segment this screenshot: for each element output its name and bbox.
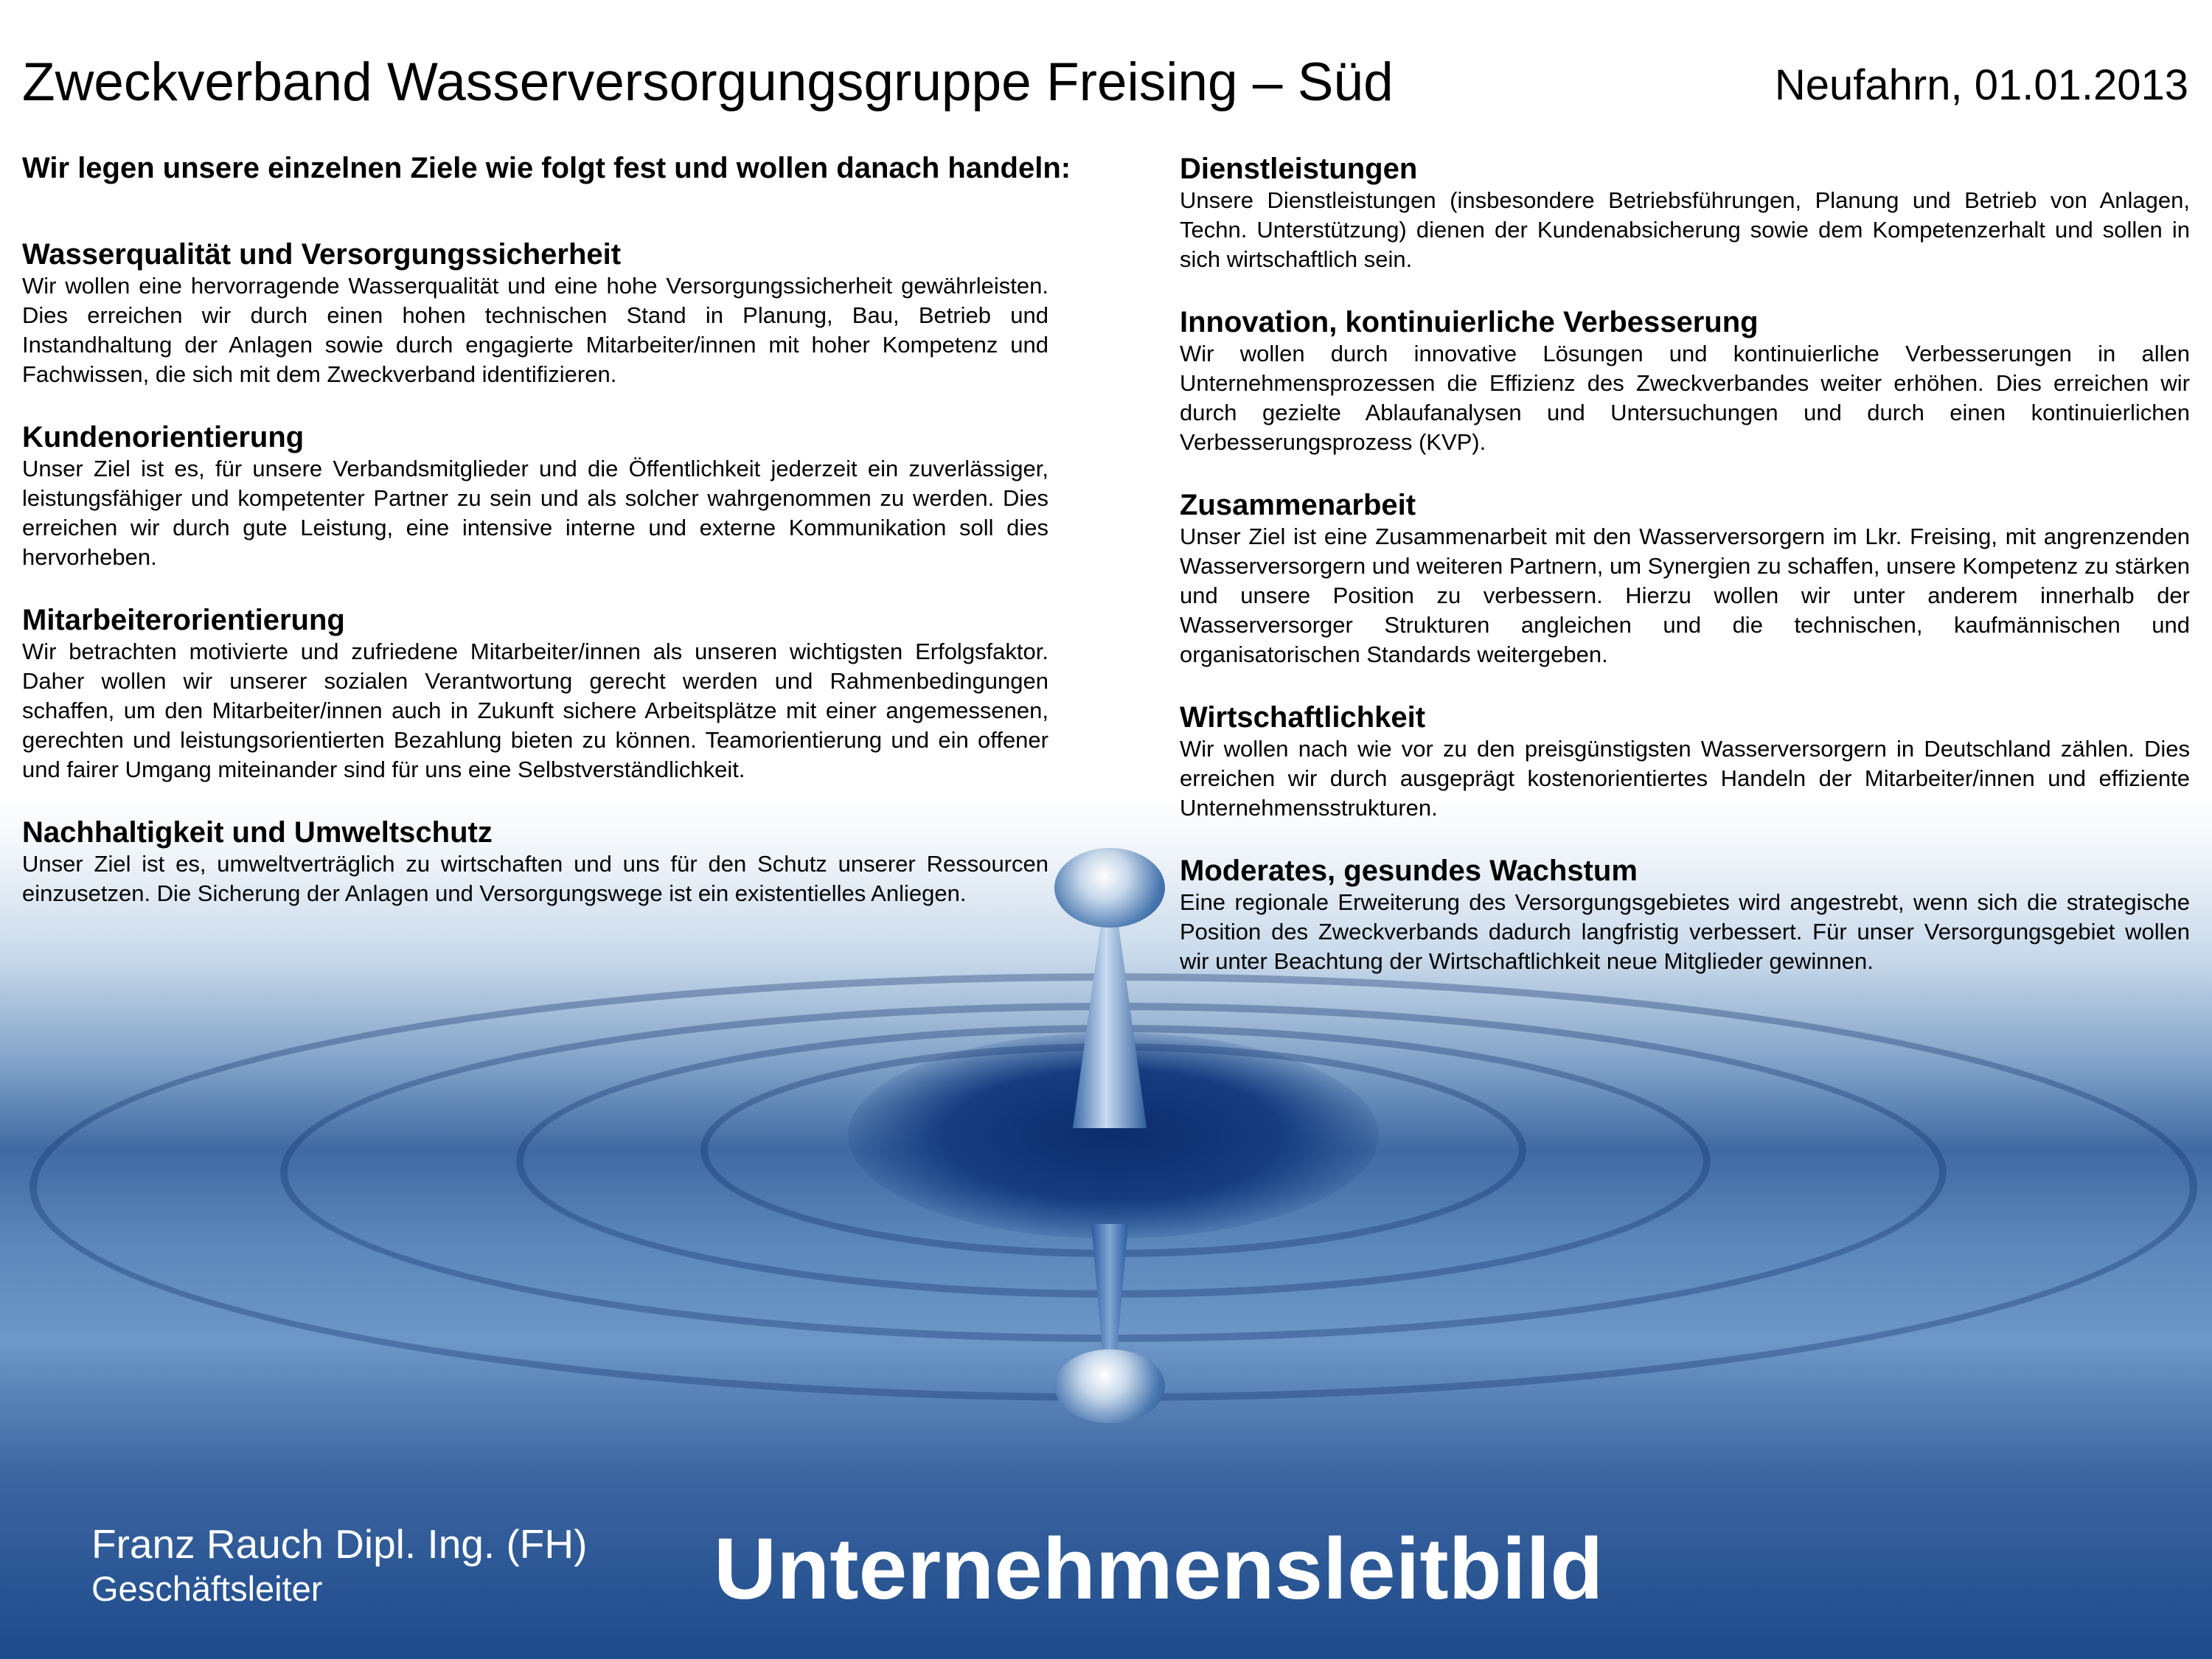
section-heading: Wirtschaftlichkeit bbox=[1180, 701, 1426, 734]
section-nachhaltigkeit bbox=[22, 815, 1048, 908]
section-text: Unsere Dienstleistungen (insbesondere Betriebsführungen, Planung und Betrieb von Anlagen, Techn. Unterstützung) dienen der Kundenabsicherung sowie dem Kompetenzerhalt und sollen in sich wirtschaftlich sein. bbox=[1180, 187, 2190, 272]
section-text: Eine regionale Erweiterung des Versorgungsgebietes wird angestrebt, wenn sich die strategische Position des Zweckverbands dadurch langfristig verbessert. Für unser Versorgungsgebiet wollen wir unter Beachtung der Wirtschaftlichkeit neue Mitglieder gewinnen. bbox=[1180, 889, 2190, 974]
section-kundenorientierung bbox=[22, 420, 1048, 572]
section-heading: Nachhaltigkeit und Umweltschutz bbox=[22, 816, 493, 849]
section-heading: Wasserqualität und Versorgungssicherheit bbox=[22, 238, 622, 271]
section-text: Wir wollen durch innovative Lösungen und kontinuierliche Verbesserungen in allen Unternehmensprozessen die Effizienz des Zweckverbandes weiter erhöhen. Dies erreichen wir durch gezielte Ablaufanalysen und Untersuchungen und durch einen kontinuierlichen Verbesserungsprozess (KVP). bbox=[1180, 341, 2190, 455]
right-column bbox=[1180, 152, 2190, 1007]
section-wachstum bbox=[1180, 854, 2190, 976]
section-heading: Moderates, gesundes Wachstum bbox=[1180, 855, 1638, 887]
section-mitarbeiterorientierung bbox=[22, 603, 1048, 785]
section-wasserqualitaet bbox=[22, 237, 1048, 389]
left-column bbox=[22, 237, 1048, 939]
section-heading: Kundenorientierung bbox=[22, 421, 305, 453]
section-text: Wir wollen eine hervorragende Wasserqualität und eine hohe Versorgungssicherheit gewährleisten. Dies erreichen wir durch einen hohen technischen Stand in Planung, Bau, Betrieb und Instandhaltung der Anlagen sowie durch engagierte Mitarbeiter/innen mit hoher Kompetenz und Fachwissen, die sich mit dem Zweckverband identifizieren. bbox=[22, 273, 1048, 387]
author-block bbox=[91, 1520, 587, 1610]
section-heading: Zusammenarbeit bbox=[1180, 489, 1416, 521]
section-heading: Dienstleistungen bbox=[1180, 153, 1418, 185]
section-innovation bbox=[1180, 305, 2190, 457]
author-role: Geschäftsleiter bbox=[91, 1569, 323, 1608]
section-heading: Innovation, kontinuierliche Verbesserung bbox=[1180, 306, 1759, 338]
section-dienstleistungen bbox=[1180, 152, 2190, 274]
section-text: Wir wollen nach wie vor zu den preisgünstigsten Wasserversorgern in Deutschland zählen. Dies erreichen wir durch ausgeprägt kostenorientiertes Handeln der Mitarbeiter/innen und effiziente Unternehmensstrukturen. bbox=[1180, 736, 2190, 821]
section-heading: Mitarbeiterorientierung bbox=[22, 604, 345, 636]
page-title: Zweckverband Wasserversorgungsgruppe Freising – Süd bbox=[22, 52, 1394, 112]
section-text: Unser Ziel ist es, umweltverträglich zu wirtschaften und uns für den Schutz unserer Ressourcen einzusetzen. Die Sicherung der Anlagen und Versorgungswege ist ein existentielles Anliegen. bbox=[22, 851, 1048, 906]
document-main-title: Unternehmensleitbild bbox=[714, 1520, 1604, 1618]
section-zusammenarbeit bbox=[1180, 488, 2190, 669]
section-text: Wir betrachten motivierte und zufriedene Mitarbeiter/innen als unseren wichtigsten Erfolgsfaktor. Daher wollen wir unserer sozialen Verantwortung gerecht werden und Rahmenbedingungen schaffen, um den Mitarbeiter/innen auch in Zukunft sichere Arbeitsplätze mit einer angemessenen, gerechten und leistungsorientierten Bezahlung bieten zu können. Teamorientierung und ein offener und fairer Umgang miteinander sind für uns eine Selbstverständlichkeit. bbox=[22, 639, 1048, 782]
intro-statement: Wir legen unsere einzelnen Ziele wie folgt fest und wollen danach handeln: bbox=[22, 152, 1071, 184]
section-text: Unser Ziel ist eine Zusammenarbeit mit den Wasserversorgern im Lkr. Freising, mit angrenzenden Wasserversorgern und weiteren Partnern, um Synergien zu schaffen, unsere Kompetenz zu stärken und unsere Position zu verbessern. Hierzu wollen wir unter anderem innerhalb der Wasserversorger Strukturen angleichen und die technischen, kaufmännischen und organisatorischen Standards weitergeben. bbox=[1180, 524, 2190, 667]
author-name: Franz Rauch Dipl. Ing. (FH) bbox=[91, 1521, 588, 1567]
section-text: Unser Ziel ist es, für unsere Verbandsmitglieder und die Öffentlichkeit jederzeit ein zuverlässiger, leistungsfähiger und kompetenter Partner zu sein und als solcher wahrgenommen zu werden. Dies erreichen wir durch gute Leistung, eine intensive interne und externe Kommunikation soll dies hervorheben. bbox=[22, 456, 1048, 570]
section-wirtschaftlichkeit bbox=[1180, 700, 2190, 823]
date-line: Neufahrn, 01.01.2013 bbox=[1774, 61, 2188, 109]
